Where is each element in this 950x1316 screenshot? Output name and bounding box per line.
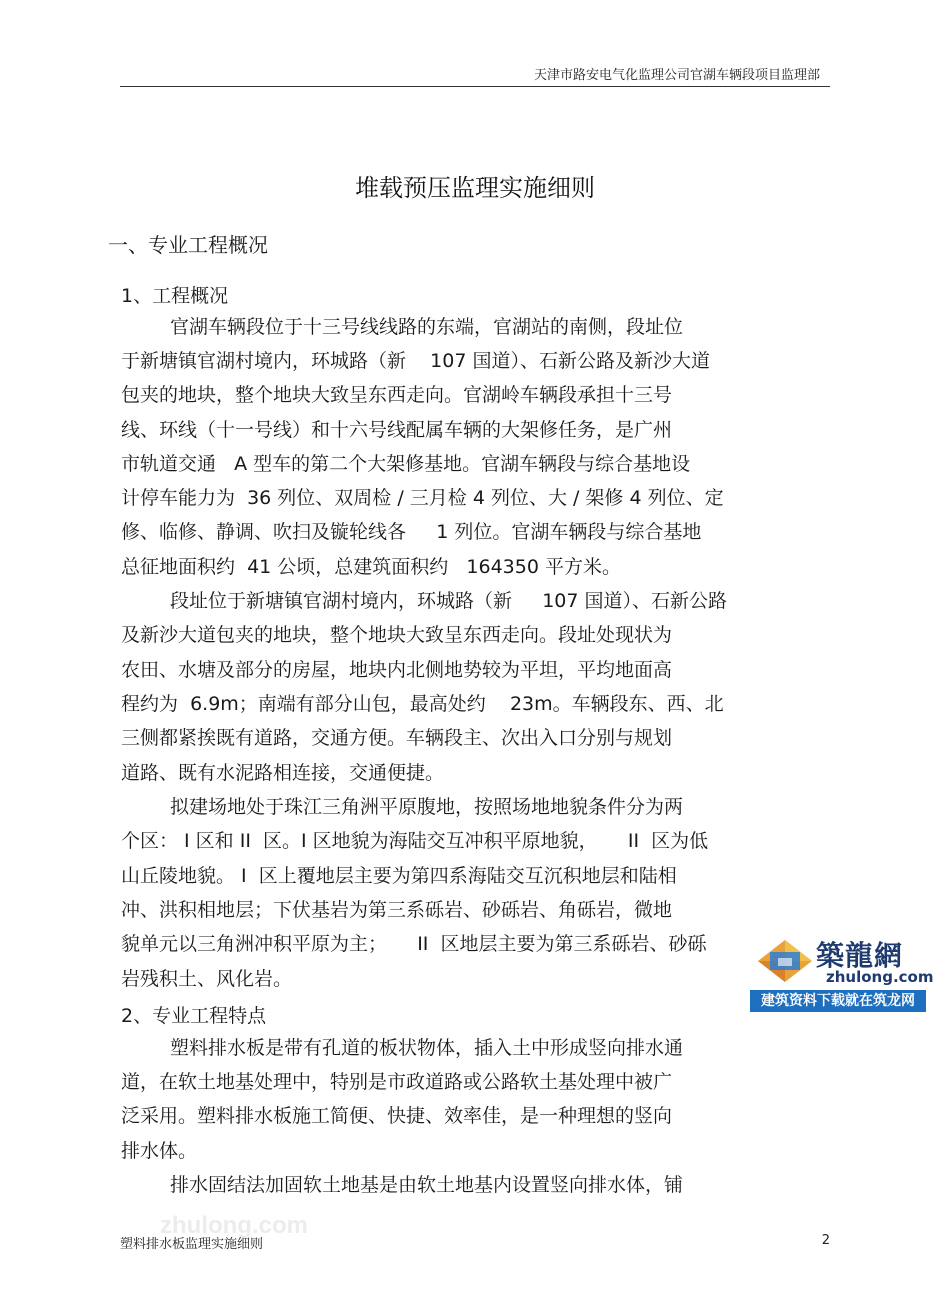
footer-title: 塑料排水板监理实施细则 <box>120 1237 264 1252</box>
paragraph-line: 线、环线（十一号线）和十六号线配属车辆的大架修任务，是广州 <box>121 419 673 441</box>
paragraph-line: 包夹的地块，整个地块大致呈东西走向。官湖岭车辆段承担十三号 <box>121 384 673 406</box>
paragraph-line: 程约为 6.9m；南端有部分山包，最高处约 23m。车辆段东、西、北 <box>121 693 724 715</box>
header-divider <box>120 86 830 87</box>
diamond-logo-icon <box>756 938 814 984</box>
paragraph-line: 修、临修、静调、吹扫及镟轮线各 1 列位。官湖车辆段与综合基地 <box>121 521 702 543</box>
zhulong-watermark <box>750 928 934 1012</box>
paragraph-line: 排水体。 <box>121 1140 198 1162</box>
paragraph-line: 市轨道交通 A 型车的第二个大架修基地。官湖车辆段与综合基地设 <box>121 453 691 475</box>
paragraph-line: 岩残积土、风化岩。 <box>121 968 293 990</box>
paragraph-line: 农田、水塘及部分的房屋，地块内北侧地势较为平坦，平均地面高 <box>121 659 673 681</box>
watermark-slogan: 建筑资料下载就在筑龙网 <box>750 990 926 1012</box>
page-number: 2 <box>821 1233 830 1248</box>
paragraph-line: 段址位于新塘镇官湖村境内，环城路（新 107 国道）、石新公路 <box>170 590 728 612</box>
watermark-brand-cn: 築龍網 <box>816 939 904 972</box>
subsection-heading-2: 2、专业工程特点 <box>121 1005 267 1027</box>
paragraph-line: 冲、洪积相地层；下伏基岩为第三系砾岩、砂砾岩、角砾岩，微地 <box>121 899 673 921</box>
document-title: 堆载预压监理实施细则 <box>355 174 595 202</box>
paragraph-line: 排水固结法加固软土地基是由软土地基内设置竖向排水体，铺 <box>170 1174 684 1196</box>
paragraph-line: 道，在软土地基处理中，特别是市政道路或公路软土基处理中被广 <box>121 1071 673 1093</box>
running-header: 天津市路安电气化监理公司官湖车辆段项目监理部 <box>533 68 820 83</box>
paragraph-line: 山丘陵地貌。 I 区上覆地层主要为第四系海陆交互沉积地层和陆相 <box>121 865 677 887</box>
paragraph-line: 总征地面积约 41 公顷，总建筑面积约 164350 平方米。 <box>121 556 621 578</box>
paragraph-line: 道路、既有水泥路相连接，交通便捷。 <box>121 762 445 784</box>
section-heading: 一、专业工程概况 <box>108 233 268 257</box>
paragraph-line: 貌单元以三角洲冲积平原为主； II 区地层主要为第三系砾岩、砂砾 <box>121 933 707 955</box>
paragraph-line: 计停车能力为 36 列位、双周检 / 三月检 4 列位、大 / 架修 4 列位、定 <box>121 487 724 509</box>
paragraph-line: 泛采用。塑料排水板施工简便、快捷、效率佳，是一种理想的竖向 <box>121 1105 673 1127</box>
faint-watermark: zhulong.com <box>160 1212 308 1239</box>
paragraph-line: 官湖车辆段位于十三号线线路的东端，官湖站的南侧，段址位 <box>170 316 684 338</box>
paragraph-line: 拟建场地处于珠江三角洲平原腹地，按照场地地貌条件分为两 <box>170 796 684 818</box>
watermark-brand-en: zhulong.com <box>826 968 934 986</box>
paragraph-line: 于新塘镇官湖村境内，环城路（新 107 国道）、石新公路及新沙大道 <box>121 350 710 372</box>
paragraph-line: 及新沙大道包夹的地块，整个地块大致呈东西走向。段址处现状为 <box>121 624 673 646</box>
paragraph-line: 塑料排水板是带有孔道的板状物体，插入土中形成竖向排水通 <box>170 1037 684 1059</box>
paragraph-line: 三侧都紧挨既有道路，交通方便。车辆段主、次出入口分别与规划 <box>121 727 673 749</box>
subsection-heading-1: 1、工程概况 <box>121 285 229 307</box>
paragraph-line: 个区： I 区和 II 区。I 区地貌为海陆交互冲积平原地貌， II 区为低 <box>121 830 709 852</box>
